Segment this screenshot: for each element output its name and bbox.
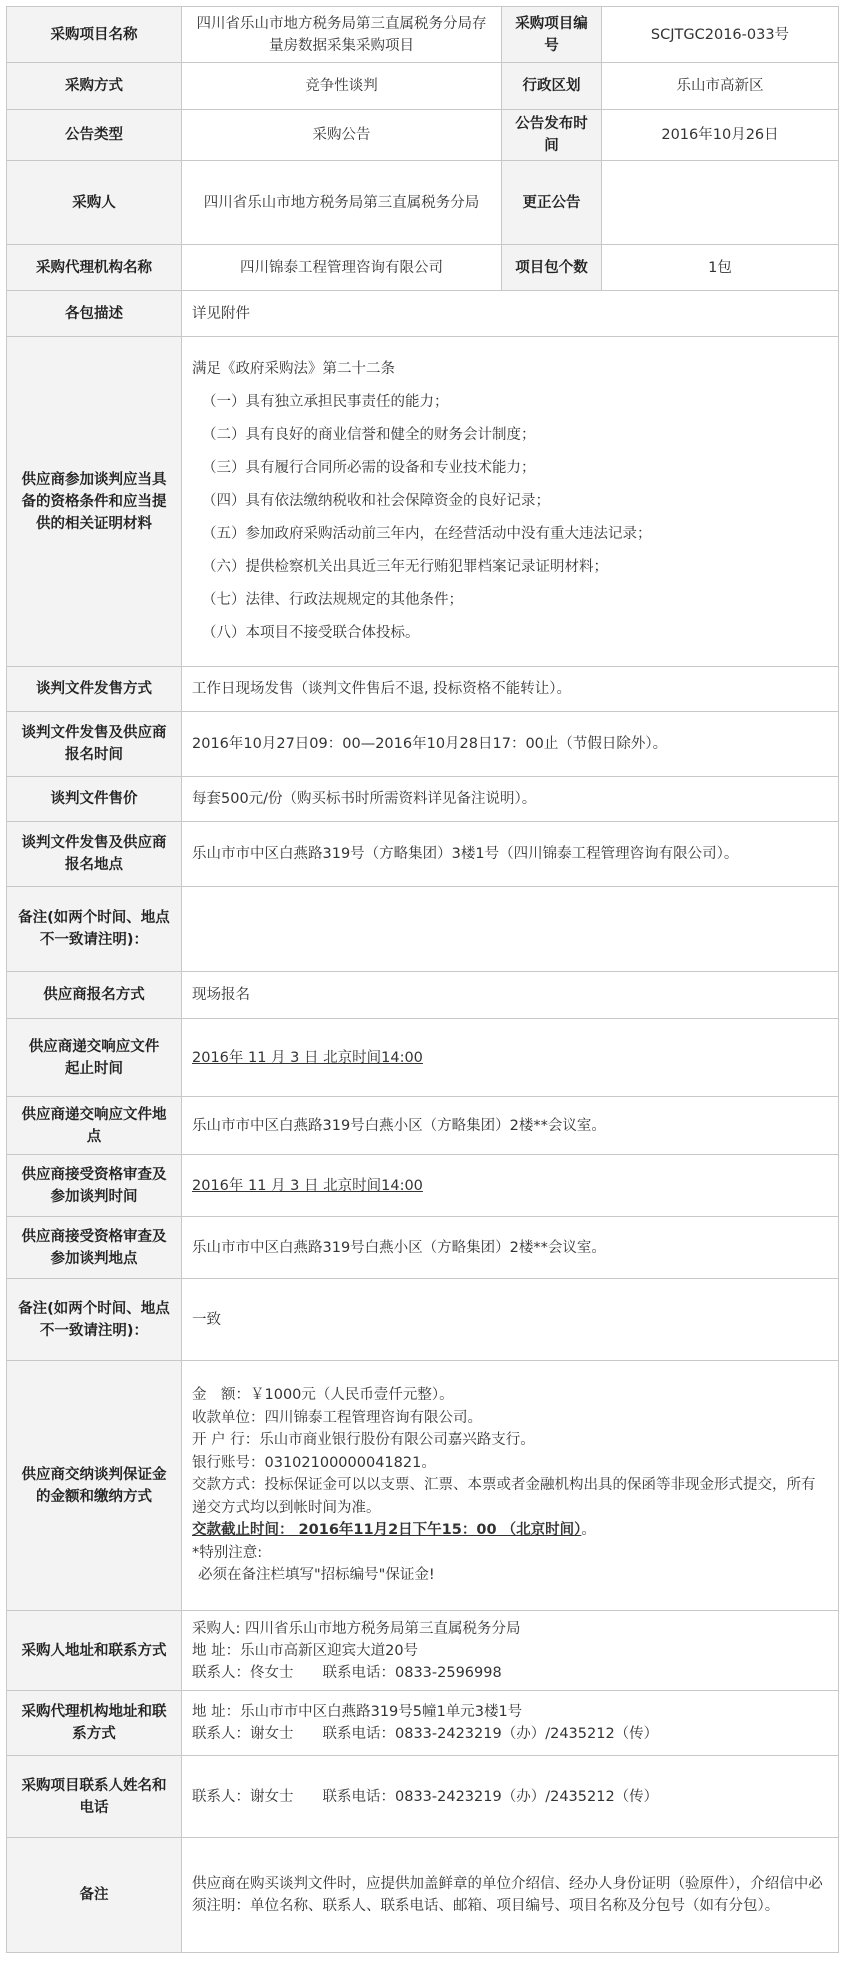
purchaser-label: 采购人	[7, 161, 182, 245]
method-value: 竞争性谈判	[182, 63, 502, 110]
qualification-intro: 满足《政府采购法》第二十二条	[192, 361, 395, 377]
region-value: 乐山市高新区	[602, 63, 839, 110]
qualification-item: （五）参加政府采购活动前三年内，在经营活动中没有重大违法记录；	[202, 526, 652, 542]
row-submit-time	[7, 1019, 839, 1097]
project-contact-label: 采购项目联系人姓名和电话	[7, 1756, 182, 1838]
sale-price-value: 每套500元/份（购买标书时所需资料详见备注说明）。	[182, 777, 839, 822]
row-project-name	[7, 7, 839, 63]
row-qualification	[7, 337, 839, 667]
purchaser-contact-address: 地 址：乐山市高新区迎宾大道20号	[192, 1642, 419, 1659]
agency-contact-value	[182, 1691, 839, 1756]
remark3-value: 供应商在购买谈判文件时，应提供加盖鲜章的单位介绍信、经办人身份证明（验原件），介绍信中必须注明：单位名称、联系人、联系电话、邮箱、项目编号、项目名称及分包号（如有分包）。	[182, 1838, 839, 1953]
remark2-value: 一致	[182, 1279, 839, 1361]
remark2-label: 备注(如两个时间、地点不一致请注明)：	[7, 1279, 182, 1361]
review-time-value	[182, 1155, 839, 1217]
agency-contact-person: 联系人：谢女士 联系电话：0833-2423219（办）/2435212（传）	[192, 1726, 659, 1742]
project-code-value: SCJTGC2016-033号	[602, 7, 839, 63]
sale-price-label: 谈判文件售价	[7, 777, 182, 822]
notice-type-value: 采购公告	[182, 110, 502, 161]
row-sale-price	[7, 777, 839, 822]
row-notice-type	[7, 110, 839, 161]
publish-time-value: 2016年10月26日	[602, 110, 839, 161]
deposit-deadline-end: 。	[581, 1522, 596, 1539]
qualification-item: （八）本项目不接受联合体投标。	[202, 625, 420, 641]
row-sale-place	[7, 822, 839, 887]
deposit-note-title: *特别注意:	[192, 1544, 263, 1561]
qualification-item: （一）具有独立承担民事责任的能力；	[202, 394, 449, 410]
row-deposit	[7, 1361, 839, 1611]
remark3-label: 备注	[7, 1838, 182, 1953]
signup-method-value: 现场报名	[182, 972, 839, 1019]
qualification-item: （六）提供检察机关出具近三年无行贿犯罪档案记录证明材料；	[202, 559, 608, 575]
row-remark2	[7, 1279, 839, 1361]
row-sale-time	[7, 712, 839, 777]
procurement-table	[6, 6, 839, 1953]
review-time-text: 2016年 11 月 3 日 北京时间14:00	[192, 1177, 423, 1194]
sale-time-label: 谈判文件发售及供应商报名时间	[7, 712, 182, 777]
package-desc-value: 详见附件	[182, 291, 839, 337]
row-review-place	[7, 1217, 839, 1279]
procurement-notice	[6, 6, 838, 1953]
row-review-time	[7, 1155, 839, 1217]
correction-value	[602, 161, 839, 245]
qualification-item: （四）具有依法缴纳税收和社会保障资金的良好记录；	[202, 493, 550, 509]
purchaser-contact-value	[182, 1611, 839, 1691]
row-purchaser	[7, 161, 839, 245]
submit-time-label-b: 起止时间	[65, 1060, 123, 1077]
row-method	[7, 63, 839, 110]
sale-method-label: 谈判文件发售方式	[7, 667, 182, 712]
review-place-value: 乐山市市中区白燕路319号白燕小区（方略集团）2楼**会议室。	[182, 1217, 839, 1279]
qualification-item: （三）具有履行合同所必需的设备和专业技术能力；	[202, 460, 536, 476]
deposit-way: 交款方式：投标保证金可以以支票、汇票、本票或者金融机构出具的保函等非现金形式提交，所有递交方式均以到帐时间为准。	[192, 1477, 816, 1516]
project-name-value: 四川省乐山市地方税务局第三直属税务分局存量房数据采集采购项目	[182, 7, 502, 63]
project-contact-value: 联系人：谢女士 联系电话：0833-2423219（办）/2435212（传）	[182, 1756, 839, 1838]
notice-type-label: 公告类型	[7, 110, 182, 161]
purchaser-contact-label: 采购人地址和联系方式	[7, 1611, 182, 1691]
row-purchaser-contact	[7, 1611, 839, 1691]
deposit-note: 必须在备注栏填写"招标编号"保证金!	[198, 1567, 435, 1584]
region-label: 行政区划	[502, 63, 602, 110]
sale-place-value: 乐山市市中区白燕路319号（方略集团）3楼1号（四川锦泰工程管理咨询有限公司）。	[182, 822, 839, 887]
agency-contact-address: 地 址：乐山市市中区白燕路319号5幢1单元3楼1号	[192, 1704, 523, 1720]
submit-place-label: 供应商递交响应文件地点	[7, 1097, 182, 1155]
review-time-label: 供应商接受资格审查及参加谈判时间	[7, 1155, 182, 1217]
agency-contact-label: 采购代理机构地址和联系方式	[7, 1691, 182, 1756]
row-package-desc	[7, 291, 839, 337]
row-submit-place	[7, 1097, 839, 1155]
purchaser-value: 四川省乐山市地方税务局第三直属税务分局	[182, 161, 502, 245]
qualification-item: （二）具有良好的商业信誉和健全的财务会计制度；	[202, 427, 536, 443]
deposit-deadline-text: 交款截止时间： 2016年11月2日下午15：00 （北京时间）	[192, 1522, 582, 1539]
sale-place-label: 谈判文件发售及供应商报名地点	[7, 822, 182, 887]
agency-value: 四川锦泰工程管理咨询有限公司	[182, 245, 502, 291]
publish-time-label: 公告发布时间	[502, 110, 602, 161]
row-remark3	[7, 1838, 839, 1953]
agency-label: 采购代理机构名称	[7, 245, 182, 291]
sale-time-value: 2016年10月27日09：00—2016年10月28日17：00止（节假日除外）。	[182, 712, 839, 777]
packages-label: 项目包个数	[502, 245, 602, 291]
deposit-account: 银行账号：0310210000004182​1。	[192, 1454, 436, 1471]
method-label: 采购方式	[7, 63, 182, 110]
correction-label: 更正公告	[502, 161, 602, 245]
remark1-value	[182, 887, 839, 972]
qualification-value	[182, 337, 839, 667]
deposit-value	[182, 1361, 839, 1611]
row-project-contact	[7, 1756, 839, 1838]
row-sale-method	[7, 667, 839, 712]
deposit-label: 供应商交纳谈判保证金的金额和缴纳方式	[7, 1361, 182, 1611]
purchaser-contact-person: 联系人：佟女士 联系电话：0833-2596998	[192, 1664, 502, 1681]
deposit-deadline	[192, 1519, 828, 1542]
submit-time-label-a: 供应商递交响应文件	[28, 1038, 160, 1055]
package-desc-label: 各包描述	[7, 291, 182, 337]
submit-place-value: 乐山市市中区白燕路319号白燕小区（方略集团）2楼**会议室。	[182, 1097, 839, 1155]
sale-method-value: 工作日现场发售（谈判文件售后不退, 投标资格不能转让）。	[182, 667, 839, 712]
row-remark1	[7, 887, 839, 972]
deposit-amount: 金 额：￥1000元（人民币壹仟元整）。	[192, 1387, 454, 1404]
row-agency-contact	[7, 1691, 839, 1756]
qualification-item: （七）法律、行政法规规定的其他条件；	[202, 592, 463, 608]
submit-time-text: 2016年 11 月 3 日 北京时间14:00	[192, 1049, 423, 1066]
row-agency	[7, 245, 839, 291]
row-signup-method	[7, 972, 839, 1019]
submit-time-label	[7, 1019, 182, 1097]
submit-time-value	[182, 1019, 839, 1097]
project-name-label: 采购项目名称	[7, 7, 182, 63]
purchaser-contact-name: 采购人: 四川省乐山市地方税务局第三直属税务分局	[192, 1620, 521, 1637]
signup-method-label: 供应商报名方式	[7, 972, 182, 1019]
review-place-label: 供应商接受资格审查及参加谈判地点	[7, 1217, 182, 1279]
qualification-label: 供应商参加谈判应当具备的资格条件和应当提供的相关证明材料	[7, 337, 182, 667]
remark1-label: 备注(如两个时间、地点不一致请注明)：	[7, 887, 182, 972]
deposit-payee: 收款单位：四川锦泰工程管理咨询有限公司。	[192, 1409, 482, 1426]
project-code-label: 采购项目编号	[502, 7, 602, 63]
deposit-bank: 开 户 行：乐山市商业银行股份有限公司嘉兴路支行。	[192, 1432, 535, 1449]
packages-value: 1包	[602, 245, 839, 291]
